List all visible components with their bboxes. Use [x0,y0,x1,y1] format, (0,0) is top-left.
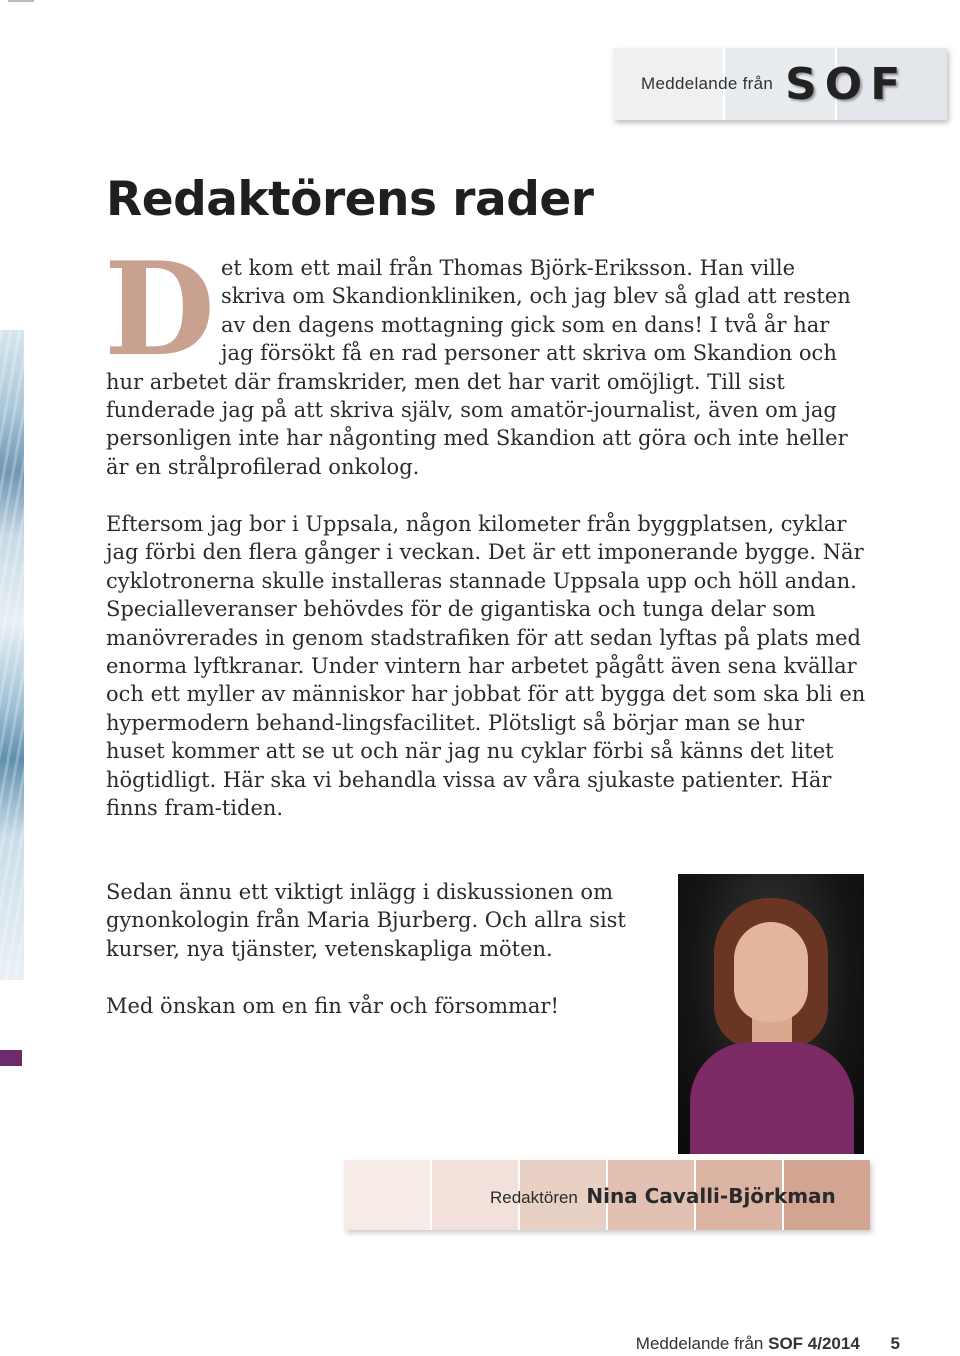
portrait-face [734,922,808,1022]
signature-banner [344,1160,870,1230]
paragraph-2-text: Eftersom jag bor i Uppsala, någon kilometer från byggplatsen, cyklar jag förbi den flera gånger i veckan. Det är ett imponerande bygge. När cyklotronerna skulle installeras stannade Uppsala upp och höll andan. Specialleveranser behövdes för de gigantiska och tunga delar som manövrerades in genom stadstrafiken för att sedan lyftas på plats med enorma lyftkranar. Under vintern har arbetet pågått även sena kvällar och ett myller av människor har jobbat för att bygga det som ska bli en hypermodern behand-lingsfacilitet. Plötsligt så börjar man se hur huset kommer att se ut och när jag nu cyklar förbi så känns det litet högtidligt. Här ska vi behandla vissa av våra sjukaste patienter. Här finns fram-tiden. [106,512,866,821]
paragraph-1-text: et kom ett mail från Thomas Björk-Eriksson. Han ville skriva om Skandionkliniken, och jag blev så glad att resten av den dagens mottagning gick som en dans! I två år har jag försökt få en rad personer att skriva om Skandion och hur arbetet där framskrider, men det har varit omöjligt. Till sist funderade jag på att skriva själv, som amatör-journalist, även om jag personligen inte har någonting med Skandion att göra och inte heller är en strålprofilerad onkolog. [106,256,851,479]
top-rule [8,0,34,2]
left-edge-accent-mark [0,1050,22,1066]
footer-publication: Meddelande från [635,1334,764,1353]
editor-portrait-photo [678,874,864,1154]
article-paragraph-3 [106,878,666,963]
page-number: 5 [890,1334,900,1353]
article-paragraph-4 [106,992,666,1020]
page-footer [636,1334,900,1354]
signature-text [490,1184,836,1208]
signature-name: Nina Cavalli-Björkman [586,1184,836,1208]
paragraph-3-text: Sedan ännu ett viktigt inlägg i diskussionen om gynonkologin från Maria Bjurberg. Och allra sist kurser, nya tjänster, vetenskapliga möten. [106,880,626,961]
left-edge-photo-strip [0,330,24,980]
header-label: Meddelande från [641,74,774,93]
article-paragraph-2 [106,510,866,822]
header-brand-logo: SOF [785,58,909,110]
header-banner [613,48,947,120]
portrait-shirt [690,1042,854,1154]
paragraph-4-text: Med önskan om en fin vår och försommar! [106,994,559,1018]
drop-cap: D [104,235,215,385]
page-title: Redaktörens rader [106,172,594,227]
article-paragraph-1 [104,235,866,481]
signature-role: Redaktören [490,1188,578,1207]
footer-issue: SOF 4/2014 [768,1334,860,1353]
